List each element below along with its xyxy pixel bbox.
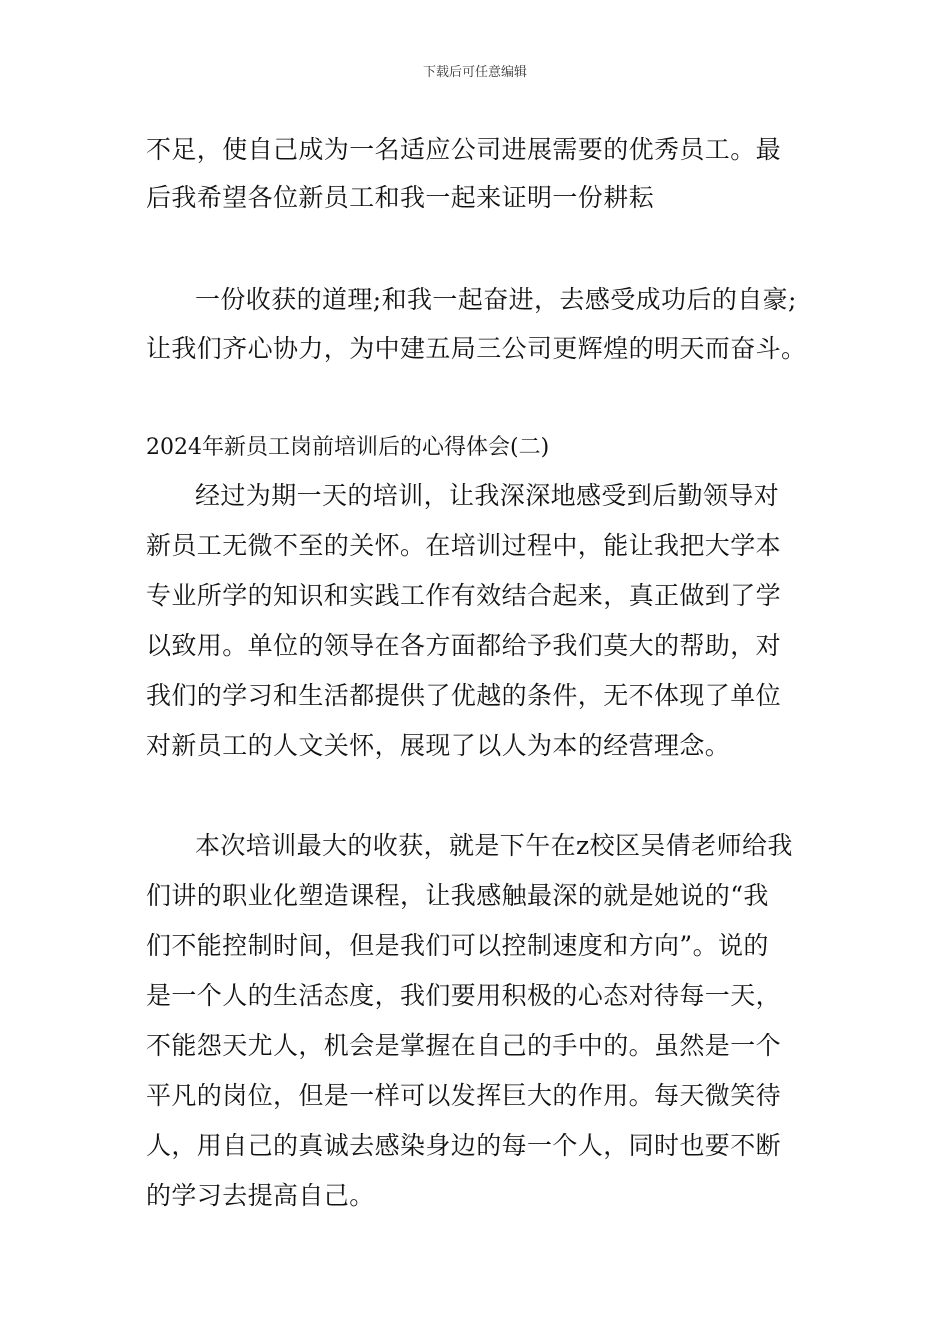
paragraph-line: 不能怨天尤人，机会是掌握在自己的手中的。虽然是一个 [146, 1031, 782, 1060]
paragraph-line: 我们的学习和生活都提供了优越的条件，无不体现了单位 [146, 681, 782, 710]
paragraph-line: 本次培训最大的收获，就是下午在z校区吴倩老师给我 [195, 831, 793, 860]
paragraph-line: 是一个人的生活态度，我们要用积极的心态对待每一天， [146, 981, 782, 1010]
paragraph-line: 人，用自己的真诚去感染身边的每一个人，同时也要不断 [146, 1131, 782, 1160]
paragraph-line: 经过为期一天的培训，让我深深地感受到后勤领导对 [195, 481, 780, 510]
paragraph-line: 让我们齐心协力，为中建五局三公司更辉煌的明天而奋斗。 [146, 334, 807, 363]
section-heading: 2024年新员工岗前培训后的心得体会(二) [146, 435, 550, 460]
paragraph-line: 的学习去提高自己。 [146, 1181, 375, 1210]
paragraph-line: 们讲的职业化塑造课程，让我感触最深的就是她说的“我 [146, 881, 769, 910]
paragraph-line: 以致用。单位的领导在各方面都给予我们莫大的帮助，对 [146, 631, 782, 660]
paragraph-line: 专业所学的知识和实践工作有效结合起来，真正做到了学 [146, 581, 782, 610]
paragraph-line: 平凡的岗位，但是一样可以发挥巨大的作用。每天微笑待 [146, 1081, 782, 1110]
paragraph-line: 不足，使自己成为一名适应公司进展需要的优秀员工。最 [146, 135, 782, 164]
paragraph-line: 一份收获的道理;和我一起奋进，去感受成功后的自豪; [195, 285, 797, 314]
paragraph-line: 后我希望各位新员工和我一起来证明一份耕耘 [146, 183, 655, 212]
paragraph-line: 对新员工的人文关怀，展现了以人为本的经营理念。 [146, 731, 731, 760]
paragraph-line: 新员工无微不至的关怀。在培训过程中，能让我把大学本 [146, 531, 782, 560]
paragraph-line: 们不能控制时间，但是我们可以控制速度和方向”。说的 [146, 931, 769, 960]
header-note: 下载后可任意编辑 [422, 65, 527, 80]
